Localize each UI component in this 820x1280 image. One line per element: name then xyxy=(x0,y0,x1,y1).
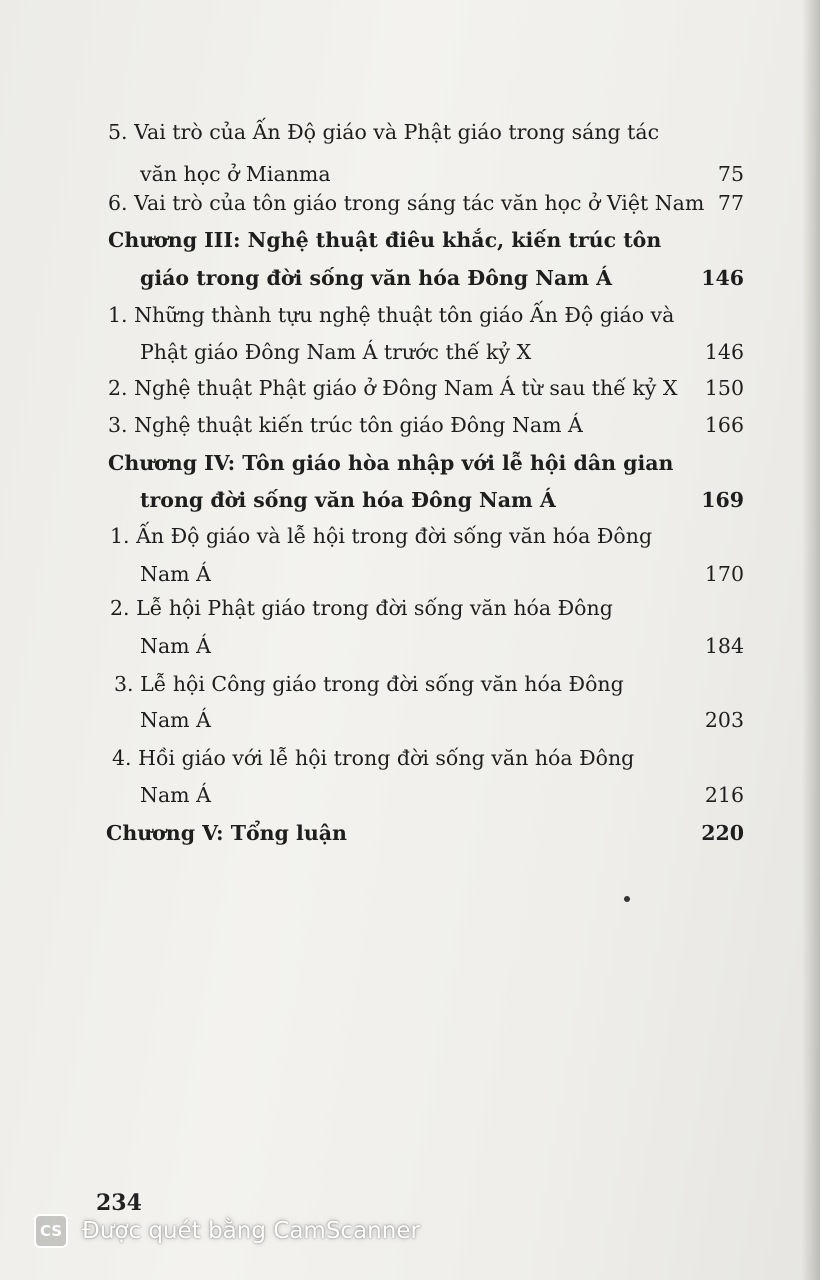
toc-page-number: 220 xyxy=(701,821,744,845)
toc-page-number: 75 xyxy=(717,162,744,186)
toc-entry: Nam Á xyxy=(140,634,211,658)
camscanner-logo-icon: CS xyxy=(34,1214,68,1248)
toc-entry: Nam Á xyxy=(140,562,211,586)
toc-page-number: 169 xyxy=(701,488,744,512)
camscanner-watermark-text: Được quét bằng CamScanner xyxy=(82,1218,420,1244)
toc-page-number: 166 xyxy=(704,413,744,437)
toc-entry: Nam Á xyxy=(140,783,211,807)
page-number: 234 xyxy=(96,1190,142,1216)
toc-entry: 5. Vai trò của Ấn Độ giáo và Phật giáo trong sáng tác xyxy=(108,120,660,144)
toc-entry: 2. Lễ hội Phật giáo trong đời sống văn hóa Đông xyxy=(110,596,613,620)
toc-entry: 3. Lễ hội Công giáo trong đời sống văn hóa Đông xyxy=(114,672,624,696)
toc-page-number: 216 xyxy=(704,783,744,807)
toc-entry: 2. Nghệ thuật Phật giáo ở Đông Nam Á từ sau thế kỷ X xyxy=(108,376,678,400)
toc-chapter-heading: trong đời sống văn hóa Đông Nam Á xyxy=(140,488,556,512)
toc-entry: 1. Ấn Độ giáo và lễ hội trong đời sống văn hóa Đông xyxy=(110,524,653,548)
toc-entry: văn học ở Mianma xyxy=(140,162,331,186)
toc-page-number: 146 xyxy=(704,340,744,364)
toc-page-number: 184 xyxy=(704,634,744,658)
toc-page-number: 146 xyxy=(701,266,744,290)
toc-chapter-heading: Chương IV: Tôn giáo hòa nhập với lễ hội dân gian xyxy=(108,451,674,475)
toc-chapter-heading: giáo trong đời sống văn hóa Đông Nam Á xyxy=(140,266,613,290)
toc-page-number: 170 xyxy=(704,562,744,586)
toc-entry: 3. Nghệ thuật kiến trúc tôn giáo Đông Nam Á xyxy=(108,413,583,437)
toc-page-number: 203 xyxy=(704,708,744,732)
toc-entry: Nam Á xyxy=(140,708,211,732)
toc-chapter-heading: Chương V: Tổng luận xyxy=(106,821,347,845)
toc-entry: Phật giáo Đông Nam Á trước thế kỷ X xyxy=(140,340,532,364)
ink-dot xyxy=(624,896,630,902)
toc-chapter-heading: Chương III: Nghệ thuật điêu khắc, kiến trúc tôn xyxy=(108,228,662,252)
page-edge-shadow xyxy=(802,0,820,1280)
toc-page-number: 150 xyxy=(704,376,744,400)
toc-entry: 4. Hồi giáo với lễ hội trong đời sống văn hóa Đông xyxy=(112,746,635,770)
toc-entry: 6. Vai trò của tôn giáo trong sáng tác văn học ở Việt Nam xyxy=(108,191,705,215)
toc-entry: 1. Những thành tựu nghệ thuật tôn giáo Ấn Độ giáo và xyxy=(108,303,675,327)
toc-page-number: 77 xyxy=(717,191,744,215)
